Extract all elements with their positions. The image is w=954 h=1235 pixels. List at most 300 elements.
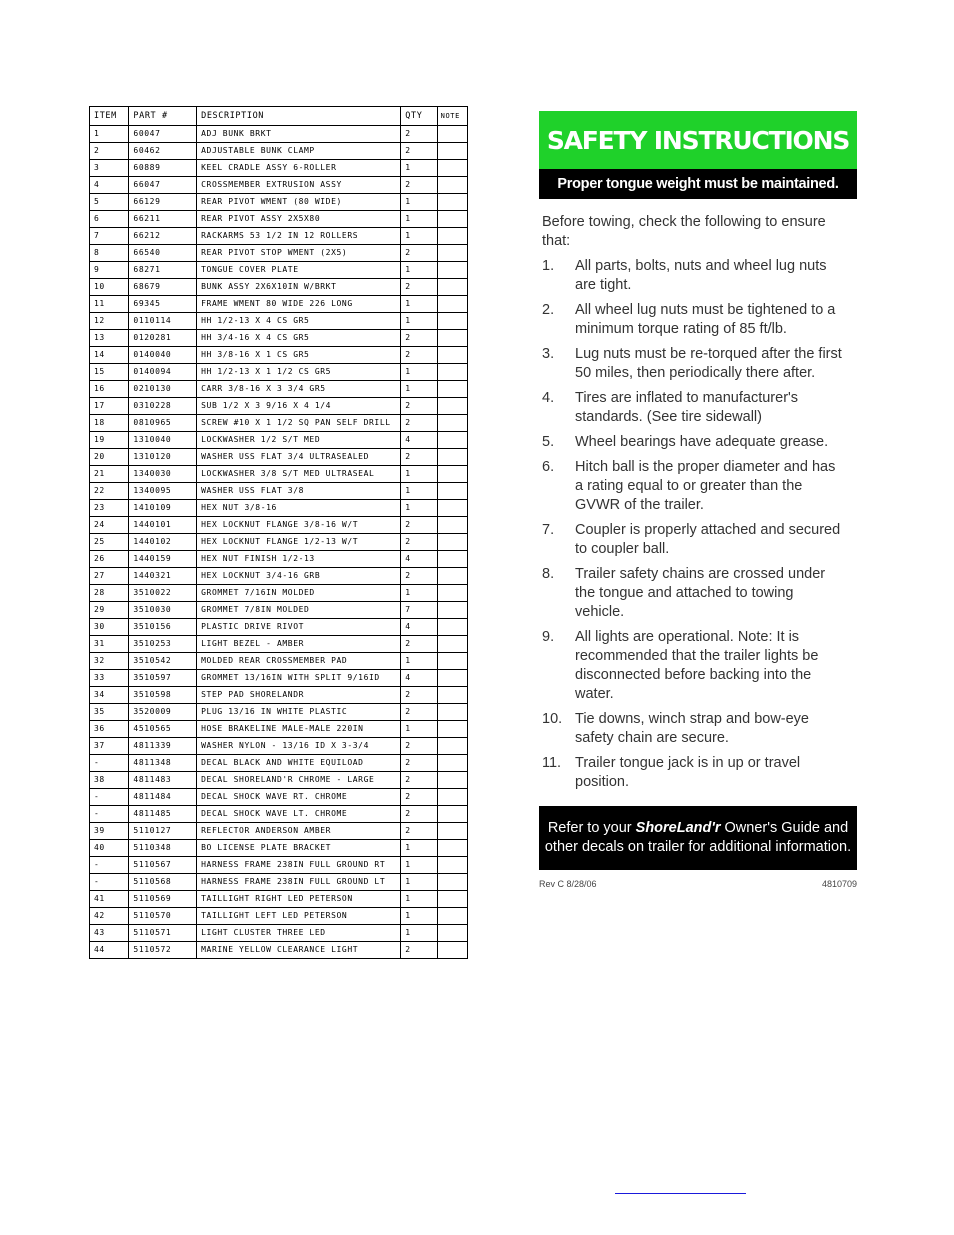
cell-item: 21: [90, 466, 129, 483]
cell-description: CROSSMEMBER EXTRUSION ASSY: [197, 177, 401, 194]
cell-note: [437, 670, 467, 687]
cell-note: [437, 942, 467, 959]
cell-description: SUB 1/2 X 3 9/16 X 4 1/4: [197, 398, 401, 415]
table-header-row: [90, 107, 468, 126]
cell-item: 18: [90, 415, 129, 432]
step-text: Coupler is properly attached and secured to coupler ball.: [575, 522, 841, 557]
refer-text-start: Refer to your: [547, 820, 636, 836]
cell-part: 68679: [129, 279, 197, 296]
cell-part: 4811348: [129, 755, 197, 772]
cell-description: DECAL SHOCK WAVE RT. CHROME: [197, 789, 401, 806]
cell-note: [437, 874, 467, 891]
cell-item: 11: [90, 296, 129, 313]
safety-steps-list: [539, 257, 857, 792]
safety-step: [539, 458, 857, 515]
cell-part: 66047: [129, 177, 197, 194]
cell-note: [437, 211, 467, 228]
step-text: Tie downs, winch strap and bow-eye safety chain are secure.: [575, 711, 809, 746]
cell-part: 5110567: [129, 857, 197, 874]
cell-item: 3: [90, 160, 129, 177]
cell-item: 30: [90, 619, 129, 636]
cell-item: 4: [90, 177, 129, 194]
cell-item: 16: [90, 381, 129, 398]
cell-description: TONGUE COVER PLATE: [197, 262, 401, 279]
cell-part: 68271: [129, 262, 197, 279]
cell-item: 22: [90, 483, 129, 500]
cell-part: 1440159: [129, 551, 197, 568]
cell-description: ADJ BUNK BRKT: [197, 126, 401, 143]
cell-note: [437, 806, 467, 823]
cell-item: 15: [90, 364, 129, 381]
cell-qty: 4: [401, 551, 437, 568]
cell-qty: 1: [401, 262, 437, 279]
table-row: [90, 228, 468, 245]
cell-note: [437, 636, 467, 653]
cell-note: [437, 500, 467, 517]
step-text: All parts, bolts, nuts and wheel lug nuts are tight.: [575, 258, 827, 293]
table-row: [90, 585, 468, 602]
cell-description: HEX LOCKNUT FLANGE 1/2-13 W/T: [197, 534, 401, 551]
cell-note: [437, 840, 467, 857]
cell-item: 24: [90, 517, 129, 534]
safety-step: [539, 754, 857, 792]
cell-qty: 1: [401, 364, 437, 381]
step-text: Hitch ball is the proper diameter and has a rating equal to or greater than the GVWR of the trailer.: [575, 459, 836, 513]
cell-qty: 1: [401, 840, 437, 857]
cell-description: MARINE YELLOW CLEARANCE LIGHT: [197, 942, 401, 959]
cell-note: [437, 432, 467, 449]
safety-step: [539, 565, 857, 622]
cell-note: [437, 789, 467, 806]
cell-part: 0310228: [129, 398, 197, 415]
safety-step: [539, 710, 857, 748]
cell-part: 69345: [129, 296, 197, 313]
cell-qty: 1: [401, 857, 437, 874]
cell-item: 2: [90, 143, 129, 160]
cell-qty: 1: [401, 313, 437, 330]
safety-step: [539, 345, 857, 383]
cell-description: HEX LOCKNUT 3/4-16 GRB: [197, 568, 401, 585]
cell-qty: 2: [401, 449, 437, 466]
cell-note: [437, 653, 467, 670]
cell-qty: 1: [401, 483, 437, 500]
cell-note: [437, 483, 467, 500]
refer-banner: [539, 806, 857, 870]
cell-qty: 2: [401, 789, 437, 806]
cell-note: [437, 194, 467, 211]
step-text: All wheel lug nuts must be tightened to a minimum torque rating of 85 ft/lb.: [575, 302, 836, 337]
cell-item: 17: [90, 398, 129, 415]
cell-item: 13: [90, 330, 129, 347]
cell-description: HOSE BRAKELINE MALE-MALE 220IN: [197, 721, 401, 738]
cell-part: 5110127: [129, 823, 197, 840]
cell-description: RACKARMS 53 1/2 IN 12 ROLLERS: [197, 228, 401, 245]
cell-part: 66540: [129, 245, 197, 262]
decal-footer: [539, 879, 857, 889]
cell-qty: 4: [401, 670, 437, 687]
header-description: DESCRIPTION: [197, 107, 401, 126]
cell-note: [437, 704, 467, 721]
cell-qty: 1: [401, 160, 437, 177]
table-row: [90, 534, 468, 551]
cell-qty: 2: [401, 398, 437, 415]
table-row: [90, 925, 468, 942]
cell-note: [437, 415, 467, 432]
step-text: Trailer tongue jack is in up or travel position.: [575, 755, 801, 790]
cell-note: [437, 296, 467, 313]
cell-description: HARNESS FRAME 238IN FULL GROUND LT: [197, 874, 401, 891]
table-row: [90, 143, 468, 160]
cell-part: 1310040: [129, 432, 197, 449]
cell-description: FRAME WMENT 80 WIDE 226 LONG: [197, 296, 401, 313]
cell-description: BUNK ASSY 2X6X10IN W/BRKT: [197, 279, 401, 296]
cell-note: [437, 738, 467, 755]
cell-qty: 1: [401, 874, 437, 891]
cell-qty: 2: [401, 347, 437, 364]
cell-item: 25: [90, 534, 129, 551]
cell-qty: 1: [401, 228, 437, 245]
cell-description: DECAL BLACK AND WHITE EQUILOAD: [197, 755, 401, 772]
cell-qty: 1: [401, 908, 437, 925]
cell-note: [437, 398, 467, 415]
cell-item: 23: [90, 500, 129, 517]
cell-note: [437, 143, 467, 160]
cell-description: LIGHT CLUSTER THREE LED: [197, 925, 401, 942]
cell-description: ADJUSTABLE BUNK CLAMP: [197, 143, 401, 160]
step-number: 6.: [542, 459, 555, 475]
cell-note: [437, 534, 467, 551]
cell-part: 66212: [129, 228, 197, 245]
cell-note: [437, 177, 467, 194]
cell-description: DECAL SHORELAND'R CHROME - LARGE: [197, 772, 401, 789]
cell-item: 28: [90, 585, 129, 602]
table-row: [90, 942, 468, 959]
table-row: [90, 891, 468, 908]
cell-qty: 2: [401, 772, 437, 789]
table-row: [90, 177, 468, 194]
cell-item: -: [90, 806, 129, 823]
cell-qty: 2: [401, 534, 437, 551]
cell-note: [437, 908, 467, 925]
refer-brand: ShoreLand'r: [635, 820, 721, 836]
cell-item: 31: [90, 636, 129, 653]
step-text: Tires are inflated to manufacturer's standards. (See tire sidewall): [575, 390, 799, 425]
cell-description: SCREW #10 X 1 1/2 SQ PAN SELF DRILL: [197, 415, 401, 432]
step-number: 5.: [542, 434, 555, 450]
header-item: ITEM: [90, 107, 129, 126]
table-row: [90, 908, 468, 925]
step-number: 7.: [542, 522, 555, 538]
cell-part: 66129: [129, 194, 197, 211]
cell-description: HH 1/2-13 X 4 CS GR5: [197, 313, 401, 330]
cell-note: [437, 721, 467, 738]
cell-item: 32: [90, 653, 129, 670]
cell-note: [437, 466, 467, 483]
cell-description: WASHER USS FLAT 3/4 ULTRASEALED: [197, 449, 401, 466]
cell-description: LIGHT BEZEL - AMBER: [197, 636, 401, 653]
table-row: [90, 789, 468, 806]
cell-part: 1310120: [129, 449, 197, 466]
cell-part: 60889: [129, 160, 197, 177]
safety-subtitle: Proper tongue weight must be maintained.: [539, 169, 857, 199]
cell-description: HH 1/2-13 X 1 1/2 CS GR5: [197, 364, 401, 381]
cell-item: -: [90, 874, 129, 891]
cell-item: 7: [90, 228, 129, 245]
cell-qty: 2: [401, 704, 437, 721]
table-row: [90, 415, 468, 432]
cell-part: 1440102: [129, 534, 197, 551]
cell-note: [437, 126, 467, 143]
step-number: 1.: [542, 258, 555, 274]
table-row: [90, 721, 468, 738]
cell-note: [437, 517, 467, 534]
cell-note: [437, 551, 467, 568]
table-row: [90, 636, 468, 653]
cell-item: 39: [90, 823, 129, 840]
cell-part: 3510030: [129, 602, 197, 619]
cell-item: 35: [90, 704, 129, 721]
cell-description: TAILLIGHT LEFT LED PETERSON: [197, 908, 401, 925]
cell-qty: 1: [401, 466, 437, 483]
cell-qty: 1: [401, 925, 437, 942]
refer-text-end: Owner's Guide and other decals on trailer for additional information.: [544, 820, 852, 855]
table-row: [90, 551, 468, 568]
cell-part: 1410109: [129, 500, 197, 517]
cell-qty: 4: [401, 619, 437, 636]
cell-qty: 1: [401, 381, 437, 398]
cell-qty: 2: [401, 636, 437, 653]
table-row: [90, 755, 468, 772]
cell-part: 60462: [129, 143, 197, 160]
cell-note: [437, 313, 467, 330]
cell-part: 0810965: [129, 415, 197, 432]
table-row: [90, 160, 468, 177]
cell-qty: 2: [401, 755, 437, 772]
table-row: [90, 262, 468, 279]
cell-description: HARNESS FRAME 238IN FULL GROUND RT: [197, 857, 401, 874]
cell-part: 1440101: [129, 517, 197, 534]
cell-qty: 2: [401, 687, 437, 704]
cell-part: 5110572: [129, 942, 197, 959]
cell-item: 1: [90, 126, 129, 143]
decal-part-number: 4810709: [821, 879, 857, 889]
cell-item: 5: [90, 194, 129, 211]
cell-part: 0120281: [129, 330, 197, 347]
table-row: [90, 857, 468, 874]
table-row: [90, 738, 468, 755]
cell-description: KEEL CRADLE ASSY 6-ROLLER: [197, 160, 401, 177]
table-row: [90, 704, 468, 721]
cell-part: 4811485: [129, 806, 197, 823]
cell-qty: 2: [401, 568, 437, 585]
cell-description: REFLECTOR ANDERSON AMBER: [197, 823, 401, 840]
cell-item: 8: [90, 245, 129, 262]
cell-note: [437, 602, 467, 619]
step-number: 9.: [542, 629, 555, 645]
cell-part: 60047: [129, 126, 197, 143]
cell-note: [437, 687, 467, 704]
table-row: [90, 670, 468, 687]
cell-item: -: [90, 789, 129, 806]
cell-qty: 7: [401, 602, 437, 619]
cell-description: REAR PIVOT STOP WMENT (2X5): [197, 245, 401, 262]
cell-description: DECAL SHOCK WAVE LT. CHROME: [197, 806, 401, 823]
cell-item: 43: [90, 925, 129, 942]
table-row: [90, 279, 468, 296]
cell-item: 27: [90, 568, 129, 585]
table-row: [90, 568, 468, 585]
cell-note: [437, 823, 467, 840]
cell-description: WASHER USS FLAT 3/8: [197, 483, 401, 500]
safety-intro: Before towing, check the following to ensure that:: [542, 214, 826, 249]
table-row: [90, 194, 468, 211]
cell-item: 37: [90, 738, 129, 755]
parts-table-body: [90, 126, 468, 959]
cell-qty: 2: [401, 177, 437, 194]
cell-item: 36: [90, 721, 129, 738]
cell-part: 3510597: [129, 670, 197, 687]
cell-description: HH 3/4-16 X 4 CS GR5: [197, 330, 401, 347]
cell-note: [437, 160, 467, 177]
cell-description: GROMMET 7/8IN MOLDED: [197, 602, 401, 619]
cell-description: WASHER NYLON - 13/16 ID X 3-3/4: [197, 738, 401, 755]
cell-note: [437, 772, 467, 789]
cell-note: [437, 857, 467, 874]
cell-item: 41: [90, 891, 129, 908]
cell-note: [437, 279, 467, 296]
cell-qty: 2: [401, 279, 437, 296]
step-text: Trailer safety chains are crossed under the tongue and attached to towing vehicle.: [575, 566, 826, 620]
cell-item: 12: [90, 313, 129, 330]
cell-description: GROMMET 13/16IN WITH SPLIT 9/16ID: [197, 670, 401, 687]
cell-description: BO LICENSE PLATE BRACKET: [197, 840, 401, 857]
cell-item: 44: [90, 942, 129, 959]
cell-note: [437, 755, 467, 772]
cell-part: 1440321: [129, 568, 197, 585]
step-number: 8.: [542, 566, 555, 582]
header-note: NOTE: [437, 107, 467, 126]
cell-part: 3520009: [129, 704, 197, 721]
header-qty: QTY: [401, 107, 437, 126]
safety-step: [539, 389, 857, 427]
table-row: [90, 126, 468, 143]
cell-note: [437, 364, 467, 381]
cell-description: HEX NUT FINISH 1/2-13: [197, 551, 401, 568]
cell-item: 26: [90, 551, 129, 568]
table-row: [90, 619, 468, 636]
cell-part: 5110569: [129, 891, 197, 908]
cell-item: 29: [90, 602, 129, 619]
cell-item: 6: [90, 211, 129, 228]
cell-part: 3510022: [129, 585, 197, 602]
cell-description: TAILLIGHT RIGHT LED PETERSON: [197, 891, 401, 908]
cell-note: [437, 449, 467, 466]
safety-step: [539, 628, 857, 704]
cell-qty: 1: [401, 653, 437, 670]
table-row: [90, 313, 468, 330]
cell-part: 0210130: [129, 381, 197, 398]
cell-qty: 1: [401, 891, 437, 908]
cell-part: 0140094: [129, 364, 197, 381]
cell-qty: 2: [401, 143, 437, 160]
cell-qty: 2: [401, 126, 437, 143]
cell-description: PLASTIC DRIVE RIVOT: [197, 619, 401, 636]
cell-note: [437, 619, 467, 636]
table-row: [90, 602, 468, 619]
table-row: [90, 653, 468, 670]
cell-part: 5110568: [129, 874, 197, 891]
cell-note: [437, 925, 467, 942]
table-row: [90, 500, 468, 517]
cell-note: [437, 228, 467, 245]
cell-qty: 2: [401, 245, 437, 262]
cell-item: 20: [90, 449, 129, 466]
page-link-underline[interactable]: [615, 1193, 746, 1194]
table-row: [90, 347, 468, 364]
cell-item: 9: [90, 262, 129, 279]
cell-item: 10: [90, 279, 129, 296]
step-number: 10.: [542, 711, 563, 727]
table-row: [90, 687, 468, 704]
cell-item: -: [90, 857, 129, 874]
table-row: [90, 772, 468, 789]
cell-qty: 2: [401, 942, 437, 959]
cell-part: 4811483: [129, 772, 197, 789]
table-row: [90, 449, 468, 466]
step-text: Lug nuts must be re-torqued after the first 50 miles, then periodically there after.: [575, 346, 842, 381]
cell-description: REAR PIVOT WMENT (80 WIDE): [197, 194, 401, 211]
cell-qty: 2: [401, 517, 437, 534]
cell-part: 5110571: [129, 925, 197, 942]
cell-description: PLUG 13/16 IN WHITE PLASTIC: [197, 704, 401, 721]
refer-text: [539, 819, 857, 857]
cell-item: 14: [90, 347, 129, 364]
cell-note: [437, 262, 467, 279]
cell-part: 4510565: [129, 721, 197, 738]
cell-description: HEX LOCKNUT FLANGE 3/8-16 W/T: [197, 517, 401, 534]
safety-step: [539, 433, 857, 452]
cell-part: 1340030: [129, 466, 197, 483]
table-row: [90, 296, 468, 313]
cell-part: 66211: [129, 211, 197, 228]
cell-part: 3510598: [129, 687, 197, 704]
cell-note: [437, 347, 467, 364]
table-row: [90, 398, 468, 415]
cell-qty: 2: [401, 738, 437, 755]
cell-part: 0110114: [129, 313, 197, 330]
cell-qty: 1: [401, 296, 437, 313]
cell-note: [437, 330, 467, 347]
cell-note: [437, 568, 467, 585]
table-row: [90, 840, 468, 857]
cell-note: [437, 585, 467, 602]
table-row: [90, 483, 468, 500]
cell-item: 38: [90, 772, 129, 789]
cell-qty: 1: [401, 721, 437, 738]
revision-label: Rev C 8/28/06: [539, 879, 597, 889]
cell-description: LOCKWASHER 1/2 S/T MED: [197, 432, 401, 449]
table-row: [90, 517, 468, 534]
step-number: 2.: [542, 302, 555, 318]
table-row: [90, 874, 468, 891]
table-row: [90, 823, 468, 840]
cell-item: 34: [90, 687, 129, 704]
table-row: [90, 466, 468, 483]
table-row: [90, 806, 468, 823]
cell-part: 1340095: [129, 483, 197, 500]
table-row: [90, 432, 468, 449]
cell-part: 0140040: [129, 347, 197, 364]
